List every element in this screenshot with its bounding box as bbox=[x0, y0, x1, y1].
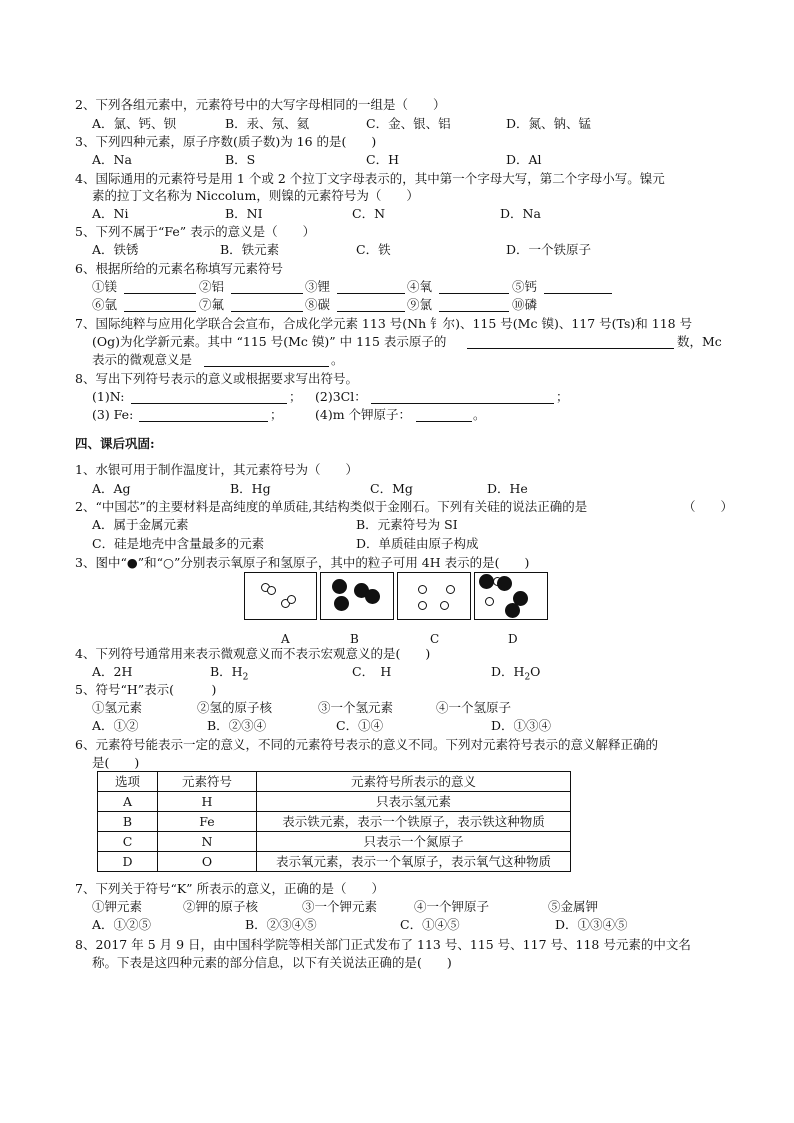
hydrogen-atom bbox=[287, 595, 296, 604]
table-cell: D bbox=[98, 852, 158, 872]
b1-option-d: D．He bbox=[487, 481, 528, 496]
b2-stem: 2、“中国芯”的主要材料是高纯度的单质硅,其结构类似于金刚石。下列有关硅的说法正确的是 bbox=[75, 499, 588, 514]
meaning-table bbox=[97, 771, 571, 872]
q8-part-1: (1)N: bbox=[92, 389, 125, 404]
section-title: 四、课后巩固: bbox=[75, 436, 155, 451]
oxygen-atom bbox=[334, 596, 349, 611]
hydrogen-atom bbox=[446, 585, 455, 594]
b7-choice-4: ④一个钾原子 bbox=[414, 899, 490, 914]
q5-option-c: C．铁 bbox=[356, 242, 391, 257]
table-cell: H bbox=[158, 792, 257, 812]
table-header: 选项 bbox=[98, 772, 158, 792]
b1-option-b: B．Hg bbox=[230, 481, 271, 496]
q6-blank-6[interactable] bbox=[124, 311, 196, 312]
b4-option-b-text: B．H bbox=[210, 664, 243, 679]
q3-option-b: B．S bbox=[225, 152, 256, 167]
q6-item-4: ④氧 bbox=[407, 279, 433, 294]
q5-option-a: A．铁锈 bbox=[92, 242, 139, 257]
b7-choice-1: ①钾元素 bbox=[92, 899, 143, 914]
q8-blank-3[interactable] bbox=[139, 421, 268, 422]
table-row bbox=[98, 812, 571, 832]
b3-stem: 3、图中“●”和“○”分别表示氧原子和氢原子，其中的粒子可用 4H 表示的是( ) bbox=[75, 555, 530, 570]
q6-item-2: ②铝 bbox=[199, 279, 225, 294]
b8-stem-line1: 8、2017 年 5 月 9 日，由中国科学院等相关部门正式发布了 113 号、115 号、117 号、118 号元素的中文名 bbox=[75, 937, 691, 952]
b4-option-d-text: D．H bbox=[491, 664, 525, 679]
q6-blank-1[interactable] bbox=[124, 293, 196, 294]
q6-blank-8[interactable] bbox=[337, 311, 405, 312]
hydrogen-atom bbox=[440, 601, 449, 610]
q8-stem: 8、写出下列符号表示的意义或根据要求写出符号。 bbox=[75, 371, 358, 386]
q7-stem-line3: 表示的微观意义是 bbox=[92, 352, 193, 367]
hydrogen-atom bbox=[267, 586, 276, 595]
q8-blank-1[interactable] bbox=[131, 403, 287, 404]
table-cell: 只表示一个氮原子 bbox=[257, 832, 571, 852]
q8-part-3-end: ； bbox=[270, 407, 283, 422]
hydrogen-atom bbox=[485, 597, 494, 606]
q8-blank-2[interactable] bbox=[371, 403, 554, 404]
table-cell: O bbox=[158, 852, 257, 872]
b6-stem-line1: 6、元素符号能表示一定的意义，不同的元素符号表示的意义不同。下列对元素符号表示的意义解释正确的 bbox=[75, 737, 658, 752]
q7-stem-line2-end: 数，Mc bbox=[677, 334, 722, 349]
q8-blank-4[interactable] bbox=[416, 421, 472, 422]
b4-option-d-tail: O bbox=[530, 664, 541, 679]
b7-choice-2: ②钾的原子核 bbox=[183, 899, 259, 914]
b5-option-d: D．①③④ bbox=[491, 718, 552, 733]
b5-choice-1: ①氢元素 bbox=[92, 700, 143, 715]
b7-option-a: A．①②⑤ bbox=[92, 917, 152, 932]
table-cell: 只表示氢元素 bbox=[257, 792, 571, 812]
b4-option-c: C． H bbox=[352, 664, 392, 679]
oxygen-atom bbox=[497, 576, 512, 591]
b5-option-c: C．①④ bbox=[336, 718, 384, 733]
b5-option-a: A．①② bbox=[92, 718, 139, 733]
table-row bbox=[98, 792, 571, 812]
q8-part-4-end: 。 bbox=[473, 407, 486, 422]
b6-stem-line2: 是( ) bbox=[92, 755, 140, 770]
q2-option-d: D．氮、钠、锰 bbox=[506, 116, 592, 131]
q4-option-d: D．Na bbox=[500, 206, 541, 221]
diagram-box-b bbox=[320, 572, 394, 620]
q5-stem: 5、下列不属于“Fe” 表示的意义是（ ） bbox=[75, 224, 316, 239]
oxygen-atom bbox=[332, 579, 347, 594]
table-header-row bbox=[98, 772, 571, 792]
q4-stem-line1: 4、国际通用的元素符号是用 1 个或 2 个拉丁文字母表示的，其中第一个字母大写，第二个字母小写。镍元 bbox=[75, 171, 665, 186]
q4-option-b: B．NI bbox=[225, 206, 263, 221]
table-cell: A bbox=[98, 792, 158, 812]
q3-option-d: D．Al bbox=[506, 152, 542, 167]
q6-item-6: ⑥氩 bbox=[92, 297, 118, 312]
q6-item-5: ⑤钙 bbox=[512, 279, 538, 294]
b1-stem: 1、水银可用于制作温度计，其元素符号为（ ） bbox=[75, 462, 358, 477]
diagram-label-c: C bbox=[430, 632, 440, 646]
b2-answer-paren: （ ） bbox=[683, 499, 734, 514]
q8-part-4: (4)m 个钾原子： bbox=[315, 407, 412, 422]
diagram-box-a bbox=[244, 572, 317, 620]
b5-choice-4: ④一个氢原子 bbox=[436, 700, 512, 715]
q6-blank-9[interactable] bbox=[439, 311, 509, 312]
b5-choice-3: ③一个氢元素 bbox=[318, 700, 394, 715]
q7-stem-line1: 7、国际纯粹与应用化学联合会宣布，合成化学元素 113 号(Nh 钅尔)、115 号(Mc 镆)、117 号(Ts)和 118 号 bbox=[75, 316, 693, 331]
q4-option-a: A．Ni bbox=[92, 206, 129, 221]
oxygen-atom bbox=[479, 574, 494, 589]
b1-option-a: A．Ag bbox=[92, 481, 131, 496]
q8-part-2-end: ； bbox=[556, 389, 569, 404]
q2-option-c: C．金、银、铝 bbox=[366, 116, 451, 131]
q3-stem: 3、下列四种元素，原子序数(质子数)为 16 的是( ) bbox=[75, 134, 377, 149]
b7-choice-3: ③一个钾元素 bbox=[302, 899, 378, 914]
diagram-label-d: D bbox=[508, 632, 518, 646]
oxygen-atom bbox=[365, 589, 380, 604]
b7-choice-5: ⑤金属钾 bbox=[548, 899, 599, 914]
q6-blank-3[interactable] bbox=[337, 293, 405, 294]
b2-option-c: C．硅是地壳中含量最多的元素 bbox=[92, 536, 265, 551]
q2-option-b: B．汞、氖、氦 bbox=[225, 116, 310, 131]
q4-option-c: C．N bbox=[352, 206, 386, 221]
q6-item-1: ①镁 bbox=[92, 279, 118, 294]
q6-blank-4[interactable] bbox=[439, 293, 509, 294]
q6-blank-5[interactable] bbox=[544, 293, 612, 294]
q6-item-9: ⑨氯 bbox=[407, 297, 433, 312]
b7-stem: 7、下列关于符号“K” 所表示的意义，正确的是（ ） bbox=[75, 881, 385, 896]
q8-part-2: (2)3Cl： bbox=[315, 389, 367, 404]
b4-stem: 4、下列符号通常用来表示微观意义而不表示宏观意义的是( ) bbox=[75, 646, 431, 661]
oxygen-atom bbox=[505, 603, 520, 618]
hydrogen-atom bbox=[418, 585, 427, 594]
table-cell: Fe bbox=[158, 812, 257, 832]
q2-option-a: A．氯、钙、钡 bbox=[92, 116, 177, 131]
b7-option-d: D．①③④⑤ bbox=[555, 917, 628, 932]
b4-option-d bbox=[491, 664, 540, 686]
q6-item-7: ⑦氟 bbox=[199, 297, 225, 312]
b5-choice-2: ②氢的原子核 bbox=[197, 700, 273, 715]
q6-item-3: ③锂 bbox=[305, 279, 331, 294]
table-cell: 表示铁元素，表示一个铁原子，表示铁这种物质 bbox=[257, 812, 571, 832]
q7-blank-1[interactable] bbox=[467, 348, 674, 349]
b7-option-b: B．②③④⑤ bbox=[245, 917, 317, 932]
table-cell: N bbox=[158, 832, 257, 852]
q6-blank-7[interactable] bbox=[231, 311, 303, 312]
q8-part-1-end: ； bbox=[289, 389, 302, 404]
b1-option-c: C．Mg bbox=[370, 481, 413, 496]
b5-stem: 5、符号“H”表示( ) bbox=[75, 682, 217, 697]
table-cell: B bbox=[98, 812, 158, 832]
b2-option-a: A．属于金属元素 bbox=[92, 517, 189, 532]
q8-part-3: (3) Fe: bbox=[92, 407, 134, 422]
table-row bbox=[98, 832, 571, 852]
table-header: 元素符号 bbox=[158, 772, 257, 792]
table-header: 元素符号所表示的意义 bbox=[257, 772, 571, 792]
diagram-label-b: B bbox=[350, 632, 359, 646]
q4-stem-line2: 素的拉丁文名称为 Niccolum，则镍的元素符号为（ ） bbox=[92, 188, 419, 203]
diagram-label-a: A bbox=[281, 632, 290, 646]
q5-option-b: B．铁元素 bbox=[220, 242, 280, 257]
q5-option-d: D．一个铁原子 bbox=[506, 242, 592, 257]
q2-stem: 2、下列各组元素中，元素符号中的大写字母相同的一组是（ ） bbox=[75, 97, 446, 112]
b4-option-b-subscript: 2 bbox=[242, 672, 249, 683]
b2-option-b: B．元素符号为 SI bbox=[356, 517, 458, 532]
b7-option-c: C．①④⑤ bbox=[400, 917, 460, 932]
table-cell: C bbox=[98, 832, 158, 852]
q3-option-c: C．H bbox=[366, 152, 399, 167]
q7-stem-line2: (Og)为化学新元素。其中 “115 号(Mc 镆)” 中 115 表示原子的 bbox=[92, 334, 447, 349]
q6-item-8: ⑧碳 bbox=[305, 297, 331, 312]
table-cell: 表示氧元素，表示一个氧原子，表示氧气这种物质 bbox=[257, 852, 571, 872]
q7-blank-2[interactable] bbox=[204, 366, 329, 367]
b4-option-a: A．2H bbox=[92, 664, 133, 679]
q6-stem: 6、根据所给的元素名称填写元素符号 bbox=[75, 261, 283, 276]
q3-option-a: A．Na bbox=[92, 152, 132, 167]
b2-option-d: D．单质硅由原子构成 bbox=[356, 536, 479, 551]
hydrogen-atom bbox=[418, 601, 427, 610]
diagram-box-d bbox=[474, 572, 548, 620]
q6-blank-2[interactable] bbox=[231, 293, 303, 294]
q6-item-10: ⑩磷 bbox=[512, 297, 538, 312]
table-row bbox=[98, 852, 571, 872]
diagram-box-c bbox=[397, 572, 471, 620]
b4-option-d-subscript: 2 bbox=[524, 672, 531, 683]
b8-stem-line2: 称。下表是这四种元素的部分信息，以下有关说法正确的是( ) bbox=[92, 955, 452, 970]
q7-stem-line3-end: 。 bbox=[331, 352, 344, 367]
b5-option-b: B．②③④ bbox=[207, 718, 267, 733]
